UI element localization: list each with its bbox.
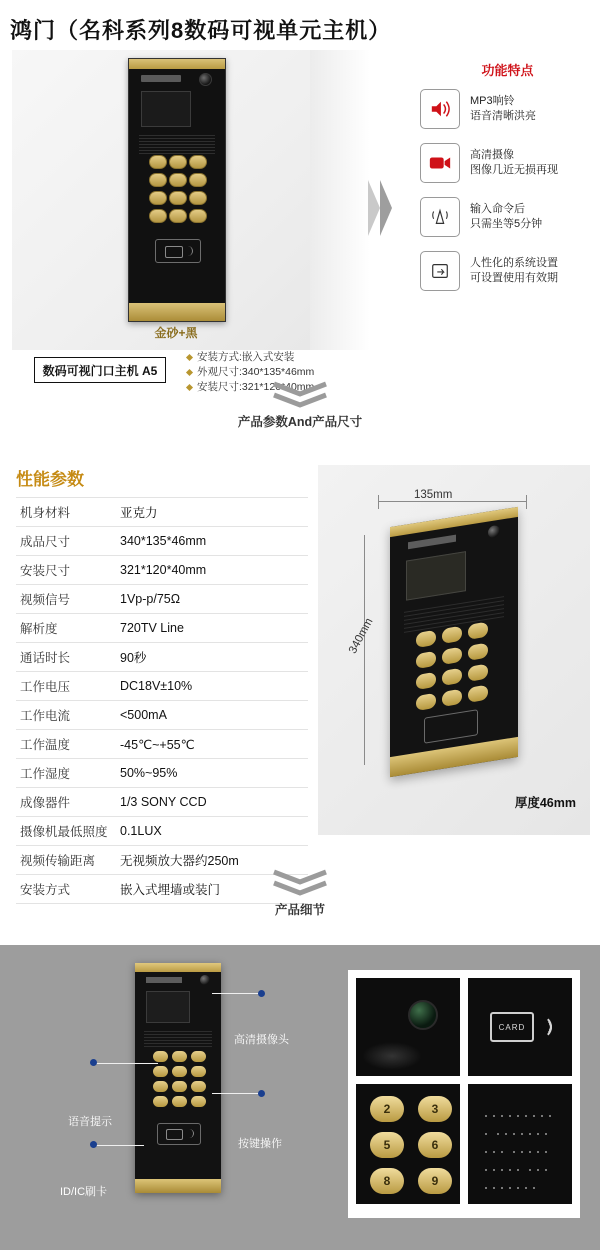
product-image-angled (390, 507, 518, 777)
key-button: 6 (418, 1132, 452, 1158)
feature-line-1: 人性化的系统设置 (470, 257, 558, 269)
spec-key: 视频传输距离 (16, 846, 116, 875)
table-row (16, 788, 308, 817)
device-color-caption: 金砂+黑 (154, 326, 198, 340)
dimension-diagram (318, 465, 590, 835)
detail-photo-camera (356, 978, 460, 1076)
speaker-grille (139, 133, 215, 147)
hero-section (0, 50, 600, 393)
table-row (16, 498, 308, 527)
callout-dot (90, 1141, 97, 1148)
device-bottom-trim (390, 737, 518, 777)
callout-line (212, 1093, 260, 1094)
spec-value: -45℃~+55℃ (116, 730, 308, 759)
feature-line-2: 语音清晰洪亮 (470, 110, 536, 122)
hero-spec-item: 安装尺寸:321*120*40mm (185, 380, 355, 395)
callout-dot (90, 1059, 97, 1066)
callout-label-keypad: 按键操作 (238, 1138, 282, 1150)
detail-photo-keys (356, 1084, 460, 1204)
spec-key: 机身材料 (16, 498, 116, 527)
card-reader-icon (155, 239, 201, 263)
brand-logo (408, 535, 456, 550)
key-button: 2 (370, 1096, 404, 1122)
camera-icon (199, 73, 212, 86)
feature-item-signal (420, 197, 595, 237)
hero-spec-item: 外观尺寸:340*135*46mm (185, 365, 355, 380)
spec-value: 50%~95% (116, 759, 308, 788)
callout-line (96, 1145, 144, 1146)
camera-icon (420, 143, 460, 183)
spec-table (16, 497, 308, 904)
page-header (0, 14, 600, 48)
spec-key: 通话时长 (16, 643, 116, 672)
table-row (16, 527, 308, 556)
feature-line-2: 图像几近无损再现 (470, 164, 558, 176)
device-bottom-trim (129, 303, 225, 321)
spec-value: 1Vp-p/75Ω (116, 585, 308, 614)
card-reader-icon (424, 709, 478, 744)
key-button: 3 (418, 1096, 452, 1122)
detail-photo-speaker (468, 1084, 572, 1204)
device-keypad (416, 622, 488, 711)
table-row (16, 672, 308, 701)
detail-photo-grid (348, 970, 580, 1218)
device-keypad (149, 155, 205, 223)
table-row (16, 643, 308, 672)
section-divider-label: 产品参数And产品尺寸 (237, 415, 363, 429)
callout-line (96, 1063, 158, 1064)
product-image-front (128, 58, 226, 322)
model-label: 数码可视门口主机 A5 (34, 357, 166, 383)
table-row (16, 817, 308, 846)
spec-key: 摄像机最低照度 (16, 817, 116, 846)
spec-key: 解析度 (16, 614, 116, 643)
spec-key: 成品尺寸 (16, 527, 116, 556)
chevron-down-icon (268, 380, 332, 408)
dimension-line-height (364, 535, 365, 765)
callout-line (212, 993, 260, 994)
section-divider-label: 产品细节 (274, 903, 325, 917)
feature-item-mp3 (420, 89, 595, 129)
section-divider-detail (0, 868, 600, 918)
arrow-right-icon (368, 180, 402, 236)
speaker-grille (144, 1029, 212, 1049)
device-bottom-trim (135, 1179, 221, 1193)
table-row (16, 585, 308, 614)
key-button: 5 (370, 1132, 404, 1158)
device-top-trim (129, 59, 225, 69)
feature-line-2: 只需坐等5分钟 (470, 218, 543, 230)
spec-value: 嵌入式埋墙或装门 (116, 875, 308, 904)
callout-label-card: ID/IC刷卡 (60, 1186, 108, 1198)
device-screen (146, 991, 190, 1023)
detail-photo-card (468, 978, 572, 1076)
device-screen (406, 551, 466, 601)
callout-dot (258, 990, 265, 997)
callout-label-voice: 语音提示 (68, 1116, 112, 1128)
feature-line-2: 可设置使用有效期 (470, 272, 558, 284)
photo-glow (362, 1042, 422, 1070)
keypad-closeup (370, 1096, 452, 1194)
spec-value: 340*135*46mm (116, 527, 308, 556)
spec-value: 90秒 (116, 643, 308, 672)
table-row (16, 730, 308, 759)
device-keypad (153, 1051, 206, 1107)
settings-icon (420, 251, 460, 291)
brand-logo (146, 977, 182, 983)
dimension-thickness-label: 厚度46mm (514, 796, 576, 810)
card-reader-icon (157, 1123, 201, 1145)
spec-key: 视频信号 (16, 585, 116, 614)
spec-key: 安装尺寸 (16, 556, 116, 585)
key-button: 9 (418, 1168, 452, 1194)
dimension-tick (378, 495, 379, 509)
detail-section (0, 945, 600, 1250)
device-top-trim (135, 963, 221, 972)
dimension-line-width (378, 501, 526, 502)
spec-value: 无视频放大器约250m (116, 846, 308, 875)
speaker-dots (482, 1106, 558, 1196)
spec-value: 720TV Line (116, 614, 308, 643)
feature-text (470, 256, 558, 286)
speaker-icon (420, 89, 460, 129)
spec-section-title: 性能参数 (16, 470, 84, 489)
feature-line-1: 输入命令后 (470, 203, 525, 215)
hero-background-fade (310, 50, 370, 350)
camera-icon (200, 975, 210, 985)
feature-text (470, 94, 536, 124)
dimension-height-label: 340mm (346, 616, 376, 656)
spec-value: 亚克力 (116, 498, 308, 527)
section-divider-params (0, 380, 600, 430)
spec-key: 安装方式 (16, 875, 116, 904)
feature-item-camera (420, 143, 595, 183)
table-row (16, 614, 308, 643)
feature-item-settings (420, 251, 595, 291)
spec-key: 成像器件 (16, 788, 116, 817)
page-title: 鸿门（名科系列8数码可视单元主机） (10, 18, 392, 43)
features-title: 功能特点 (481, 63, 534, 78)
spec-value: 1/3 SONY CCD (116, 788, 308, 817)
table-row (16, 556, 308, 585)
hero-spec-item: 安装方式:嵌入式安装 (185, 350, 355, 365)
feature-text (470, 202, 542, 232)
device-screen (141, 91, 191, 127)
dimension-width-label: 135mm (414, 489, 453, 501)
card-icon: CARD (490, 1012, 534, 1042)
features-panel (420, 60, 595, 305)
signal-icon (420, 197, 460, 237)
spec-key: 工作电压 (16, 672, 116, 701)
rfid-wave-icon (536, 1012, 552, 1038)
callout-dot (258, 1090, 265, 1097)
feature-line-1: 高清摄像 (470, 149, 514, 161)
spec-section (0, 455, 600, 897)
chevron-down-icon (268, 868, 332, 896)
brand-logo (141, 75, 181, 82)
camera-icon (488, 525, 500, 539)
product-image-detail (135, 963, 221, 1193)
spec-value: 321*120*40mm (116, 556, 308, 585)
feature-line-1: MP3响铃 (470, 95, 515, 107)
spec-value: 0.1LUX (116, 817, 308, 846)
key-button: 8 (370, 1168, 404, 1194)
table-row (16, 701, 308, 730)
spec-key: 工作湿度 (16, 759, 116, 788)
spec-key: 工作电流 (16, 701, 116, 730)
callout-label-camera: 高清摄像头 (234, 1034, 289, 1046)
feature-text (470, 148, 558, 178)
spec-value: <500mA (116, 701, 308, 730)
table-row (16, 759, 308, 788)
spec-value: DC18V±10% (116, 672, 308, 701)
dimension-tick (526, 495, 527, 509)
camera-lens-icon (408, 1000, 438, 1030)
spec-key: 工作温度 (16, 730, 116, 759)
